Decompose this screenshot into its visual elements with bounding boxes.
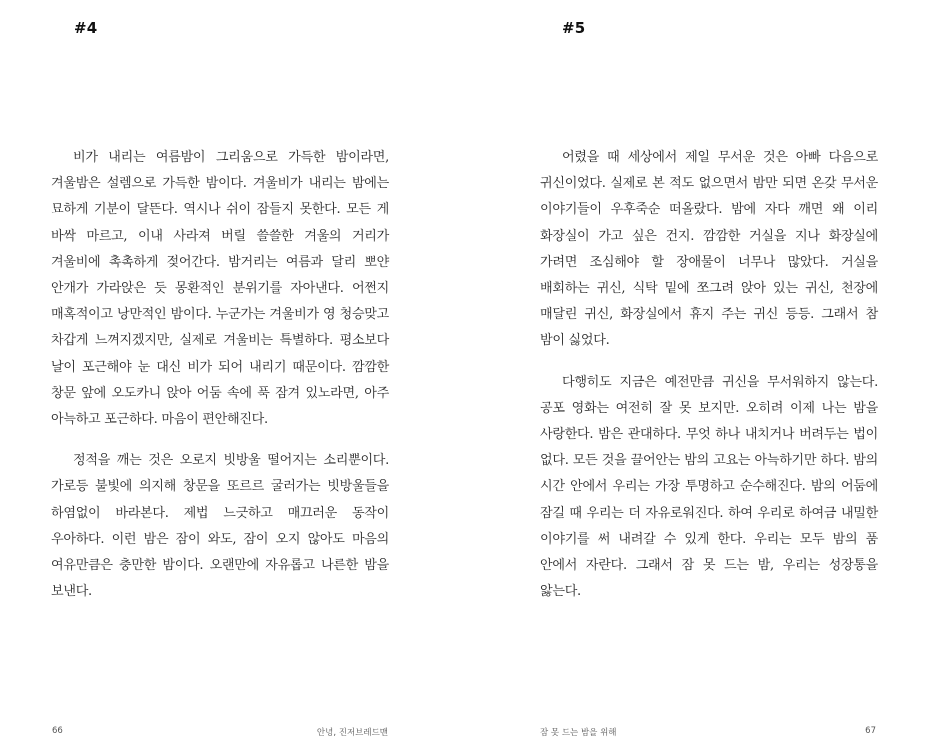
- right-page: [465, 0, 930, 748]
- paragraph: 비가 내리는 여름밤이 그리움으로 가득한 밤이라면, 겨울밤은 설렘으로 가득한 밤이다. 겨울비가 내리는 밤에는 묘하게 기분이 달뜬다. 역시나 쉬이 잠들지 못한다. 모든 게 바싹 마르고, 이내 사라져 버릴 쓸쓸한 겨울의 거리가 겨울비에 촉촉하게 젖어간다. 밤거리는 여름과 달리 뽀얀 안개가 가라앉은 듯 몽환적인 분위기를 자아낸다. 어쩐지 매혹적이고 낭만적인 밤이다. 누군가는 겨울비가 영 청승맞고 차갑게 느껴지겠지만, 실제로 겨울비는 특별하다. 평소보다 날이 포근해야 눈 대신 비가 되어 내리기 때문이다. 깜깜한 창문 앞에 오도카니 앉아 어둠 속에 푹 잠겨 있노라면, 아주 아늑하고 포근하다. 마음이 편안해진다.: [51, 150, 389, 428]
- body-text: [540, 145, 878, 605]
- body-text: [51, 145, 389, 605]
- chapter-number-heading: #5: [562, 19, 586, 37]
- paragraph: 다행히도 지금은 예전만큼 귀신을 무서워하지 않는다. 공포 영화는 여전히 잘 못 보지만. 오히려 이제 나는 밤을 사랑한다. 밤은 관대하다. 무엇 하나 내치거나 버려두는 법이 없다. 모든 것을 끌어안는 밤의 고요는 아늑하기만 하다. 밤의 시간 안에서 우리는 가장 투명하고 순수해진다. 밤의 어둠에 잠길 때 우리는 더 자유로워진다. 하여 우리로 하여금 내밀한 이야기를 써 내려갈 수 있게 한다. 우리는 모두 밤의 품 안에서 자란다. 그래서 잠 못 드는 밤, 우리는 성장통을 앓는다.: [540, 374, 878, 600]
- running-title: 안녕, 진저브레드맨: [316, 728, 388, 738]
- running-title: 잠 못 드는 밤을 위해: [540, 728, 617, 738]
- paragraph: 정적을 깨는 것은 오로지 빗방울 떨어지는 소리뿐이다. 가로등 불빛에 의지해 창문을 또르르 굴러가는 빗방울들을 하염없이 바라본다. 제법 느긋하고 매끄러운 동작이 우아하다. 이런 밤은 잠이 와도, 잠이 오지 않아도 마음의 여유만큼은 충만한 밤이다. 오랜만에 자유롭고 나른한 밤을 보낸다.: [51, 453, 389, 600]
- chapter-number-heading: #4: [74, 19, 98, 37]
- page-number: 67: [865, 726, 876, 736]
- paragraph: 어렸을 때 세상에서 제일 무서운 것은 아빠 다음으로 귀신이었다. 실제로 본 적도 없으면서 밤만 되면 온갖 무서운 이야기들이 우후죽순 떠올랐다. 밤에 자다 깨면 왜 이리 화장실이 가고 싶은 건지. 깜깜한 거실을 지나 화장실에 가려면 조심해야 할 장애물이 너무나 많았다. 거실을 배회하는 귀신, 식탁 밑에 쪼그려 앉아 있는 귀신, 천장에 매달린 귀신, 화장실에서 휴지 주는 귀신 등등. 그래서 참 밤이 싫었다.: [540, 150, 878, 349]
- page-number: 66: [52, 726, 63, 736]
